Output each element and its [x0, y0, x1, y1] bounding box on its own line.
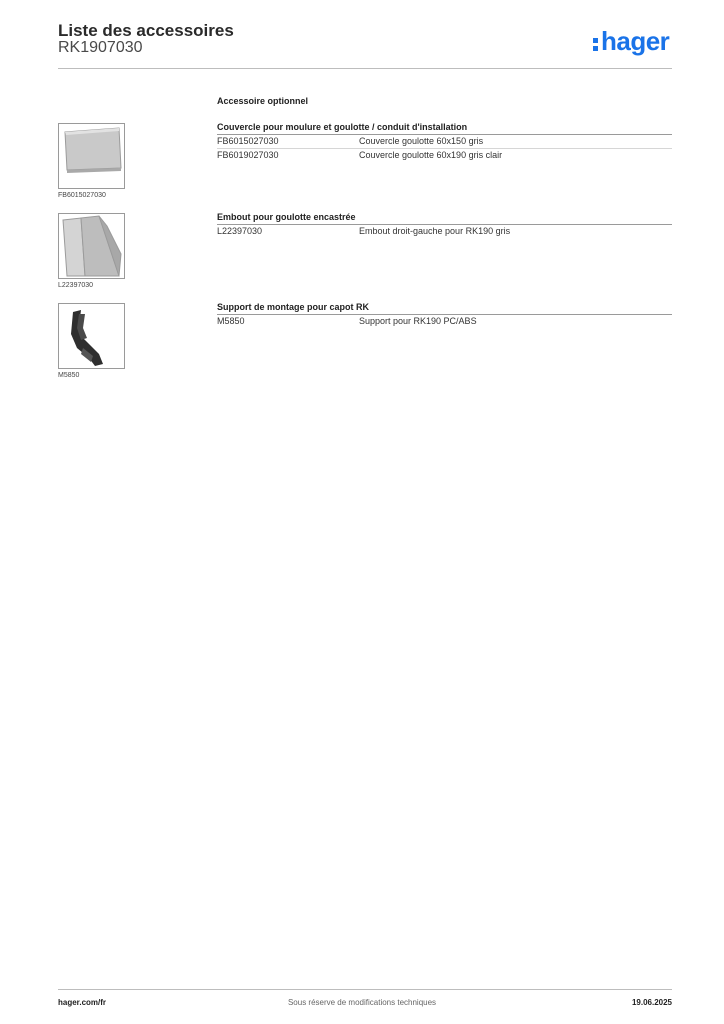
table-row	[217, 135, 672, 149]
page-title: Liste des accessoires	[58, 21, 234, 40]
product-reference: RK1907030	[58, 39, 143, 56]
header-divider	[58, 68, 672, 69]
ref-cell: M5850	[217, 316, 245, 326]
accessory-group-bracket	[217, 302, 672, 328]
description-cell: Couvercle goulotte 60x190 gris clair	[359, 150, 503, 160]
hager-logo	[593, 26, 669, 56]
footer-website[interactable]: hager.com/fr	[58, 998, 107, 1007]
description-cell: Embout droit-gauche pour RK190 gris	[359, 226, 511, 236]
ref-cell: FB6019027030	[217, 150, 279, 160]
ref-cell: FB6015027030	[217, 136, 279, 146]
image-caption: M5850	[58, 372, 80, 379]
section-heading: Accessoire optionnel	[217, 96, 309, 106]
description-cell: Couvercle goulotte 60x150 gris	[359, 136, 484, 146]
end-cap-icon	[58, 213, 125, 279]
accessory-group-cover	[217, 122, 672, 162]
footer-divider	[58, 989, 672, 990]
logo-text: hager	[601, 26, 670, 56]
footer-date: 19.06.2025	[631, 998, 672, 1007]
ref-cell: L22397030	[217, 226, 263, 236]
image-caption: L22397030	[58, 282, 94, 289]
footer-disclaimer: Sous réserve de modifications techniques	[287, 998, 437, 1007]
mounting-bracket-icon	[58, 303, 125, 369]
table-row	[217, 315, 672, 328]
image-caption: FB6015027030	[58, 192, 106, 199]
logo-dots-icon	[593, 34, 598, 52]
group-title: Support de montage pour capot RK	[217, 302, 672, 315]
group-title: Couvercle pour moulure et goulotte / conduit d'installation	[217, 122, 672, 135]
group-title: Embout pour goulotte encastrée	[217, 212, 672, 225]
table-row	[217, 225, 672, 238]
table-row	[217, 149, 672, 162]
description-cell: Support pour RK190 PC/ABS	[359, 316, 477, 326]
cover-panel-icon	[58, 123, 125, 189]
accessory-group-end-cap	[217, 212, 672, 238]
